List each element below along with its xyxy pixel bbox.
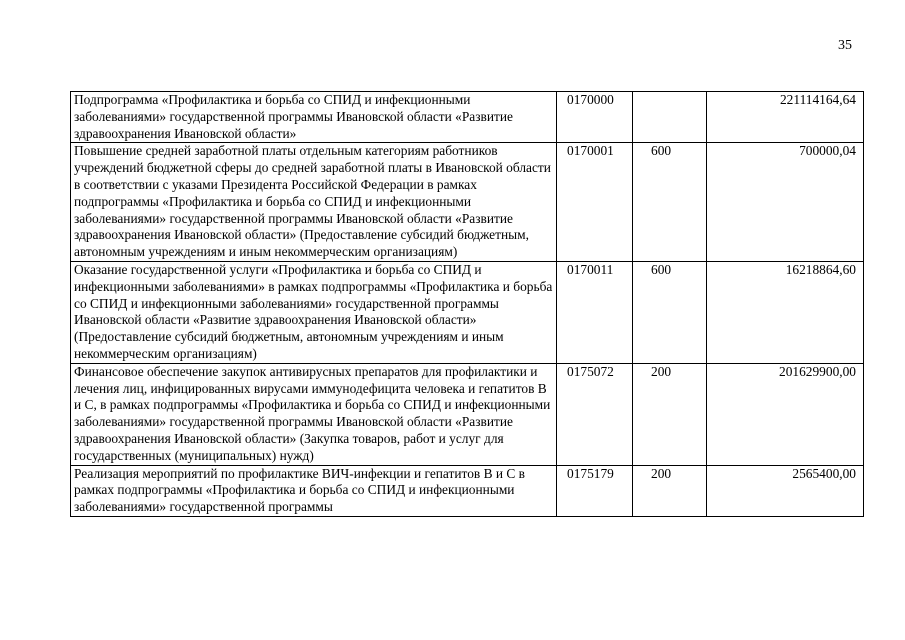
row-expense-type: 200 bbox=[633, 363, 707, 465]
row-name-cell bbox=[71, 363, 557, 465]
row-name: Подпрограмма «Профилактика и борьба со СПИД и инфекционными заболеваниями» государственной программы Ивановской области «Развитие здравоохранения Ивановской области» bbox=[74, 92, 513, 141]
row-name: Повышение средней заработной платы отдельным категориям работников учреждений бюджетной сферы до средней заработной платы в Ивановской области в соответствии с указами Президента Российской Федерации в рамках подпрограммы «Профилактика и борьба со СПИД и инфекционными заболеваниями» государственной программы Ивановской области «Развитие здравоохранения Ивановской области» (Предоставление субсидий бюджетным, автономным учреждениям и иным некоммерческим организациям) bbox=[74, 143, 551, 260]
table-row bbox=[71, 261, 864, 363]
table-row bbox=[71, 143, 864, 262]
row-code: 0170011 bbox=[557, 261, 633, 363]
row-expense-type: 600 bbox=[633, 143, 707, 262]
row-name: Финансовое обеспечение закупок антивирусных препаратов для профилактики и лечения лиц, инфицированных вирусами иммунодефицита человека и гепатитов B и C, в рамках подпрограммы «Профилактика и борьба со СПИД и инфекционными заболеваниями» государственной программы Ивановской области «Развитие здравоохранения Ивановской области» (Закупка товаров, работ и услуг для государственных (муниципальных) нужд) bbox=[74, 363, 551, 463]
budget-table bbox=[70, 91, 864, 517]
row-amount: 201629900,00 bbox=[707, 363, 864, 465]
row-name: Оказание государственной услуги «Профилактика и борьба со СПИД и инфекционными заболеваниями» в рамках подпрограммы «Профилактика и борьба со СПИД и инфекционными заболеваниями» государственной программы Ивановской области «Развитие здравоохранения Ивановской области» (Предоставление субсидий бюджетным, автономным учреждениям и иным некоммерческим организациям) bbox=[74, 261, 553, 361]
row-code: 0175179 bbox=[557, 465, 633, 516]
row-expense-type: 200 bbox=[633, 465, 707, 516]
row-amount: 700000,04 bbox=[707, 143, 864, 262]
row-expense-type bbox=[633, 92, 707, 143]
row-name-cell bbox=[71, 143, 557, 262]
row-name-cell bbox=[71, 261, 557, 363]
page-number: 35 bbox=[838, 38, 852, 53]
row-name: Реализация мероприятий по профилактике ВИЧ-инфекции и гепатитов B и C в рамках подпрограммы «Профилактика и борьба со СПИД и инфекционными заболеваниями» государственной программы bbox=[74, 465, 525, 515]
row-code: 0170000 bbox=[557, 92, 633, 143]
row-code: 0170001 bbox=[557, 143, 633, 262]
table-row bbox=[71, 92, 864, 143]
table-row bbox=[71, 465, 864, 516]
row-amount: 16218864,60 bbox=[707, 261, 864, 363]
table-row bbox=[71, 363, 864, 465]
row-amount: 221114164,64 bbox=[707, 92, 864, 143]
row-amount: 2565400,00 bbox=[707, 465, 864, 516]
row-name-cell bbox=[71, 92, 557, 143]
row-code: 0175072 bbox=[557, 363, 633, 465]
row-name-cell bbox=[71, 465, 557, 516]
row-expense-type: 600 bbox=[633, 261, 707, 363]
